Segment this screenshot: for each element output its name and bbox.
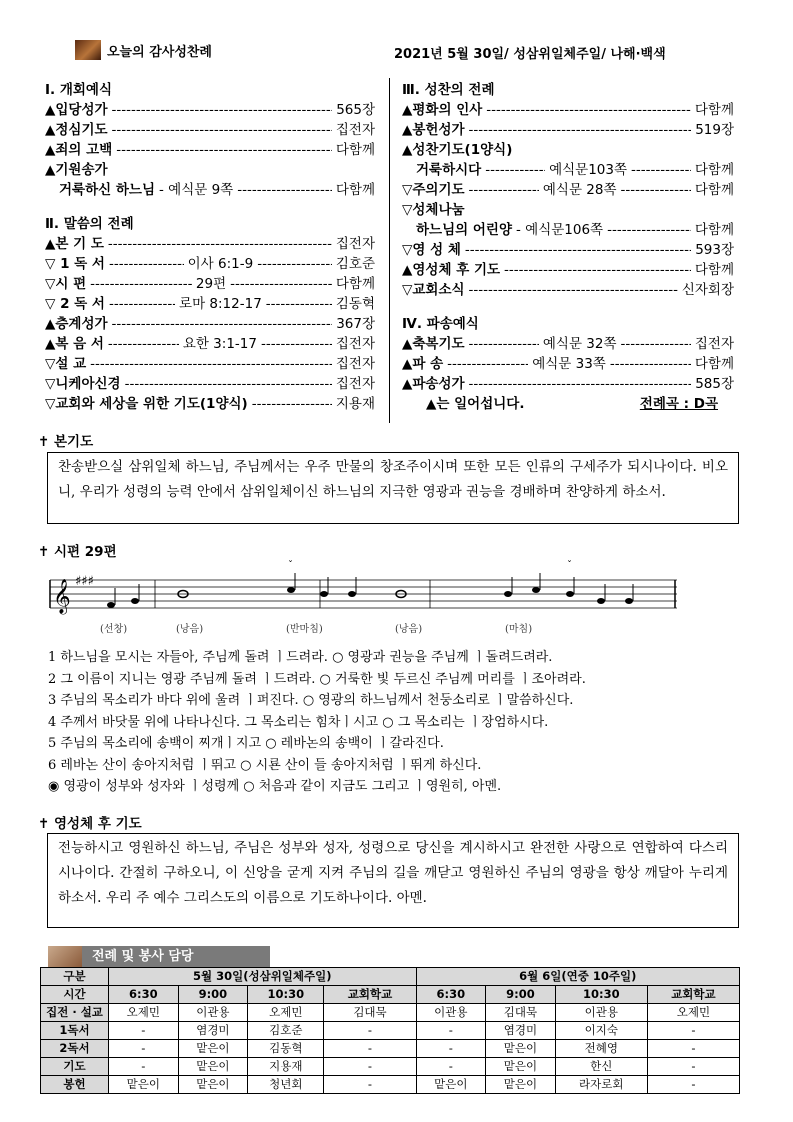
- duty-row: [41, 1022, 740, 1040]
- duty-date-1: 5월 30일(성삼위일체주일): [109, 968, 417, 986]
- psalm-verse: 6 레바논 산이 송아지처럼 ㅣ뛰고 ○ 시룐 산이 들 송아지처럼 ㅣ뛰게 하신다.: [48, 757, 482, 773]
- duty-role: 봉헌: [41, 1076, 109, 1094]
- duty-cell: 맡은이: [486, 1058, 556, 1076]
- duty-title-bar: [48, 946, 270, 967]
- order-item-label: ▽시 편: [45, 276, 87, 292]
- order-item-value: 지용재: [335, 396, 375, 412]
- duty-cell: -: [647, 1040, 739, 1058]
- order-item-value: 519장: [695, 122, 734, 138]
- duty-cell: 맡은이: [486, 1040, 556, 1058]
- duty-cell: 청년회: [248, 1076, 324, 1094]
- order-item-value: 집전자: [694, 336, 734, 352]
- psalm-verses: [48, 647, 586, 798]
- duty-cell: -: [109, 1058, 179, 1076]
- order-item-ref: 예식문 28쪽: [542, 182, 617, 198]
- duty-table: [40, 967, 740, 1094]
- duty-cell: -: [647, 1022, 739, 1040]
- order-item-label: ▽교회와 세상을 위한 기도(1양식): [45, 396, 248, 412]
- order-item-value: 집전자: [335, 376, 375, 392]
- order-row: [45, 394, 375, 414]
- order-item-value: 다함께: [694, 182, 734, 198]
- duty-cell: 맡은이: [109, 1076, 179, 1094]
- header-title: 오늘의 감사성찬례: [107, 44, 212, 60]
- duty-cell: 한신: [555, 1058, 647, 1076]
- duty-cell: -: [109, 1022, 179, 1040]
- duty-cell: 전혜영: [555, 1040, 647, 1058]
- duty-cell: -: [416, 1040, 486, 1058]
- duty-cell: 지용재: [248, 1058, 324, 1076]
- duty-cell: 오제민: [647, 1004, 739, 1022]
- order-item-label: ▽설 교: [45, 356, 87, 372]
- order-row: [45, 100, 375, 120]
- order-item-value: 김호준: [335, 256, 375, 272]
- duty-cell: 김대묵: [486, 1004, 556, 1022]
- order-row: [402, 354, 734, 374]
- post-communion-title: ✝ 영성체 후 기도: [38, 816, 142, 832]
- duty-cell: 김동혁: [248, 1040, 324, 1058]
- order-note: [402, 394, 734, 414]
- order-item-value: 다함께: [694, 356, 734, 372]
- duty-cell: -: [324, 1040, 416, 1058]
- chant-label: (반마침): [286, 624, 323, 635]
- duty-time: 교회학교: [324, 986, 416, 1004]
- duty-cell: 오제민: [248, 1004, 324, 1022]
- duty-cell: 염경미: [178, 1022, 248, 1040]
- section-title-2: Ⅱ. 말씀의 전례: [45, 216, 134, 232]
- chant-label: (낭음): [395, 624, 423, 635]
- order-item-ref: 29편: [195, 276, 227, 292]
- order-row: [402, 334, 734, 354]
- duty-cell: -: [324, 1058, 416, 1076]
- duty-cell: 오제민: [109, 1004, 179, 1022]
- duty-time-label: 시간: [41, 986, 109, 1004]
- duty-cell: 이관용: [555, 1004, 647, 1022]
- church-logo-icon: [75, 40, 101, 60]
- duty-photo-icon: [48, 946, 82, 967]
- order-item-ref: 예식문 32쪽: [542, 336, 617, 352]
- chant-staff: [45, 556, 685, 622]
- order-row: [402, 200, 734, 220]
- liturgy-music-note: 전례곡 : D곡: [639, 396, 718, 412]
- duty-role: 2독서: [41, 1040, 109, 1058]
- duty-date-2: 6월 6일(연중 10주일): [416, 968, 739, 986]
- order-item-label: ▲죄의 고백: [45, 142, 113, 158]
- psalm-verse: 3 주님의 목소리가 바다 위에 울려 ㅣ퍼진다. ○ 영광의 하느님께서 천둥소리로 ㅣ말씀하신다.: [48, 693, 574, 708]
- order-item-label: ▽ 1 독 서: [45, 256, 105, 272]
- order-row: [45, 334, 375, 354]
- order-item-value: 집전자: [335, 236, 375, 252]
- order-row: [45, 120, 375, 140]
- order-item-label: ▲정심기도: [45, 122, 108, 138]
- order-item-value: 신자회장: [681, 282, 734, 298]
- svg-text:ˇ: ˇ: [567, 560, 572, 571]
- svg-text:ˇ: ˇ: [288, 560, 293, 571]
- order-item-label: ▲평화의 인사: [402, 102, 483, 118]
- order-item-value: 김동혁: [335, 296, 375, 312]
- order-item-label: 거룩하시다: [416, 162, 482, 178]
- section-title-3: Ⅲ. 성찬의 전례: [402, 82, 495, 98]
- duty-row: [41, 1040, 740, 1058]
- duty-cell: 염경미: [486, 1022, 556, 1040]
- order-row: [45, 354, 375, 374]
- duty-time: 10:30: [555, 986, 647, 1004]
- psalm-verse: 1 하느님을 모시는 자들아, 주님께 돌려 ㅣ드려라. ○ 영광과 권능을 주님께 ㅣ돌려드려라.: [48, 650, 553, 665]
- duty-cell: -: [416, 1058, 486, 1076]
- duty-role: 1독서: [41, 1022, 109, 1040]
- order-item-label: 하느님의 어린양: [416, 222, 512, 238]
- post-communion-box: 전능하시고 영원하신 하느님, 주님은 성부와 성자, 성령으로 당신을 계시하시고 완전한 사랑으로 연합하여 다스리시나이다. 간절히 구하오니, 이 신앙을 굳게 지켜 주님의 길을 깨닫고 영원하신 주님의 영광을 항상 깨달아 누리게 하소서. 우리 주 예수 그리스도의 이름으로 기도하나이다. 아멘.: [47, 833, 739, 928]
- order-row: [45, 160, 375, 180]
- order-item-value: 다함께: [335, 142, 375, 158]
- psalm-verse: 2 그 이름이 지니는 영광 주님께 돌려 ㅣ드려라. ○ 거룩한 빛 두르신 주님께 머리를 ㅣ조아려라.: [48, 671, 586, 687]
- column-divider: [389, 78, 390, 423]
- order-right-column: [402, 80, 734, 414]
- duty-cell: 맡은이: [178, 1040, 248, 1058]
- order-row: [402, 374, 734, 394]
- collect-title: ✝ 본기도: [38, 434, 94, 450]
- treble-clef-icon: 𝄞: [53, 579, 71, 614]
- duty-cell: -: [324, 1022, 416, 1040]
- order-item-value: 585장: [695, 376, 734, 392]
- order-item-ref: 로마 8:12-17: [179, 296, 262, 312]
- order-item-value: 집전자: [335, 336, 375, 352]
- order-item-label: ▲입당성가: [45, 102, 108, 118]
- order-row: [45, 314, 375, 334]
- psalm-title: ✝ 시편 29편: [38, 544, 117, 560]
- duty-time: 10:30: [248, 986, 324, 1004]
- order-row: [402, 140, 734, 160]
- order-row: [402, 280, 734, 300]
- order-item-label: ▲축복기도: [402, 336, 465, 352]
- chant-label: (낭음): [176, 624, 204, 635]
- duty-time: 교회학교: [647, 986, 739, 1004]
- order-item-label: ▲영성체 후 기도: [402, 262, 501, 278]
- order-item-value: 다함께: [335, 276, 375, 292]
- standing-note: ▲는 일어섭니다.: [426, 396, 525, 412]
- order-row: [402, 160, 734, 180]
- chant-label: (마침): [505, 624, 533, 635]
- order-item-label: ▽교회소식: [402, 282, 465, 298]
- duty-cell: 맡은이: [178, 1076, 248, 1094]
- duty-time: 6:30: [416, 986, 486, 1004]
- duty-role: 기도: [41, 1058, 109, 1076]
- order-item-value: 367장: [336, 316, 375, 332]
- duty-time: 6:30: [109, 986, 179, 1004]
- duty-row: [41, 1058, 740, 1076]
- order-item-ref: 요한 3:1-17: [182, 336, 257, 352]
- order-item-value: 집전자: [335, 122, 375, 138]
- order-item-ref: 예식문 33쪽: [532, 356, 606, 372]
- duty-cell: 이관용: [416, 1004, 486, 1022]
- duty-title: 전례 및 봉사 담당: [92, 949, 194, 964]
- order-item-label: ▲성찬기도(1양식): [402, 142, 513, 158]
- order-item-label: ▽영 성 체: [402, 242, 461, 258]
- order-row: [402, 180, 734, 200]
- duty-cell: 김대묵: [324, 1004, 416, 1022]
- order-left-column: [45, 80, 375, 414]
- order-item-ref: 예식문103쪽: [549, 162, 628, 178]
- page-header-left: [75, 40, 212, 60]
- duty-cell: 맡은이: [178, 1058, 248, 1076]
- section-title-1: Ⅰ. 개회예식: [45, 82, 113, 98]
- duty-row: [41, 1076, 740, 1094]
- order-item-ref: - 예식문 9쪽: [159, 182, 234, 198]
- section-title-4: Ⅳ. 파송예식: [402, 316, 479, 332]
- sharp-icon: ♯♯♯: [75, 574, 94, 589]
- order-item-label: ▽니케아신경: [45, 376, 121, 392]
- order-item-label: ▲층계성가: [45, 316, 108, 332]
- duty-cell: -: [324, 1076, 416, 1094]
- collect-box: 찬송받으실 삼위일체 하느님, 주님께서는 우주 만물의 창조주이시며 또한 모든 인류의 구세주가 되시나이다. 비오니, 우리가 성령의 능력 안에서 삼위일체이신 하느님의 지극한 영광과 권능을 경배하며 찬양하게 하소서.: [47, 452, 739, 524]
- chant-label: (선창): [100, 624, 128, 635]
- order-item-value: 다함께: [694, 162, 734, 178]
- duty-cell: -: [647, 1076, 739, 1094]
- order-item-value: 565장: [336, 102, 375, 118]
- duty-cell: 김호준: [248, 1022, 324, 1040]
- psalm-verse: ◉ 영광이 성부와 성자와 ㅣ성령께 ○ 처음과 같이 지금도 그리고 ㅣ영원히, 아멘.: [48, 779, 502, 794]
- order-item-value: 다함께: [694, 262, 734, 278]
- order-item-label: ▲파 송: [402, 356, 444, 372]
- order-item-label: ▲복 음 서: [45, 336, 104, 352]
- order-row: [402, 120, 734, 140]
- order-item-label: ▲기원송가: [45, 162, 108, 178]
- order-row: [45, 254, 375, 274]
- duty-row: [41, 1004, 740, 1022]
- order-item-value: 집전자: [335, 356, 375, 372]
- order-item-label: ▲봉헌성가: [402, 122, 465, 138]
- order-row: [45, 234, 375, 254]
- order-row: [45, 274, 375, 294]
- order-item-label: ▲파송성가: [402, 376, 465, 392]
- order-item-label: ▽ 2 독 서: [45, 296, 105, 312]
- duty-cell: -: [647, 1058, 739, 1076]
- order-item-value: 다함께: [335, 182, 375, 198]
- duty-cell: 이지숙: [555, 1022, 647, 1040]
- duty-time: 9:00: [486, 986, 556, 1004]
- order-item-label: ▽주의기도: [402, 182, 465, 198]
- psalm-verse: 5 주님의 목소리에 송백이 찌개ㅣ지고 ○ 레바논의 송백이 ㅣ갈라진다.: [48, 736, 444, 751]
- duty-cell: 맡은이: [486, 1076, 556, 1094]
- order-item-value: 593장: [695, 242, 734, 258]
- duty-cell: -: [416, 1022, 486, 1040]
- order-row: [402, 240, 734, 260]
- order-item-value: 다함께: [694, 222, 734, 238]
- order-item-value: 다함께: [694, 102, 734, 118]
- order-item-label: ▲본 기 도: [45, 236, 104, 252]
- order-row: [402, 260, 734, 280]
- order-row: [402, 100, 734, 120]
- order-row: [45, 294, 375, 314]
- order-row: [45, 140, 375, 160]
- header-date: 2021년 5월 30일/ 성삼위일체주일/ 나해·백색: [394, 47, 666, 62]
- order-item-ref: 이사 6:1-9: [187, 256, 254, 272]
- duty-time: 9:00: [178, 986, 248, 1004]
- order-item-label: ▽성체나눔: [402, 202, 465, 218]
- duty-role: 집전 · 설교: [41, 1004, 109, 1022]
- order-row: [45, 374, 375, 394]
- order-item-ref: - 예식문106쪽: [516, 222, 604, 238]
- duty-cell: 이관용: [178, 1004, 248, 1022]
- duty-corner: 구분: [41, 968, 109, 986]
- order-item-label: 거룩하신 하느님: [59, 182, 155, 198]
- psalm-verse: 4 주께서 바닷물 위에 나타나신다. 그 목소리는 힘차ㅣ시고 ○ 그 목소리는 ㅣ장엄하시다.: [48, 714, 549, 730]
- duty-cell: 맡은이: [416, 1076, 486, 1094]
- duty-cell: 라자로회: [555, 1076, 647, 1094]
- order-row: [45, 180, 375, 200]
- order-row: [402, 220, 734, 240]
- duty-cell: -: [109, 1040, 179, 1058]
